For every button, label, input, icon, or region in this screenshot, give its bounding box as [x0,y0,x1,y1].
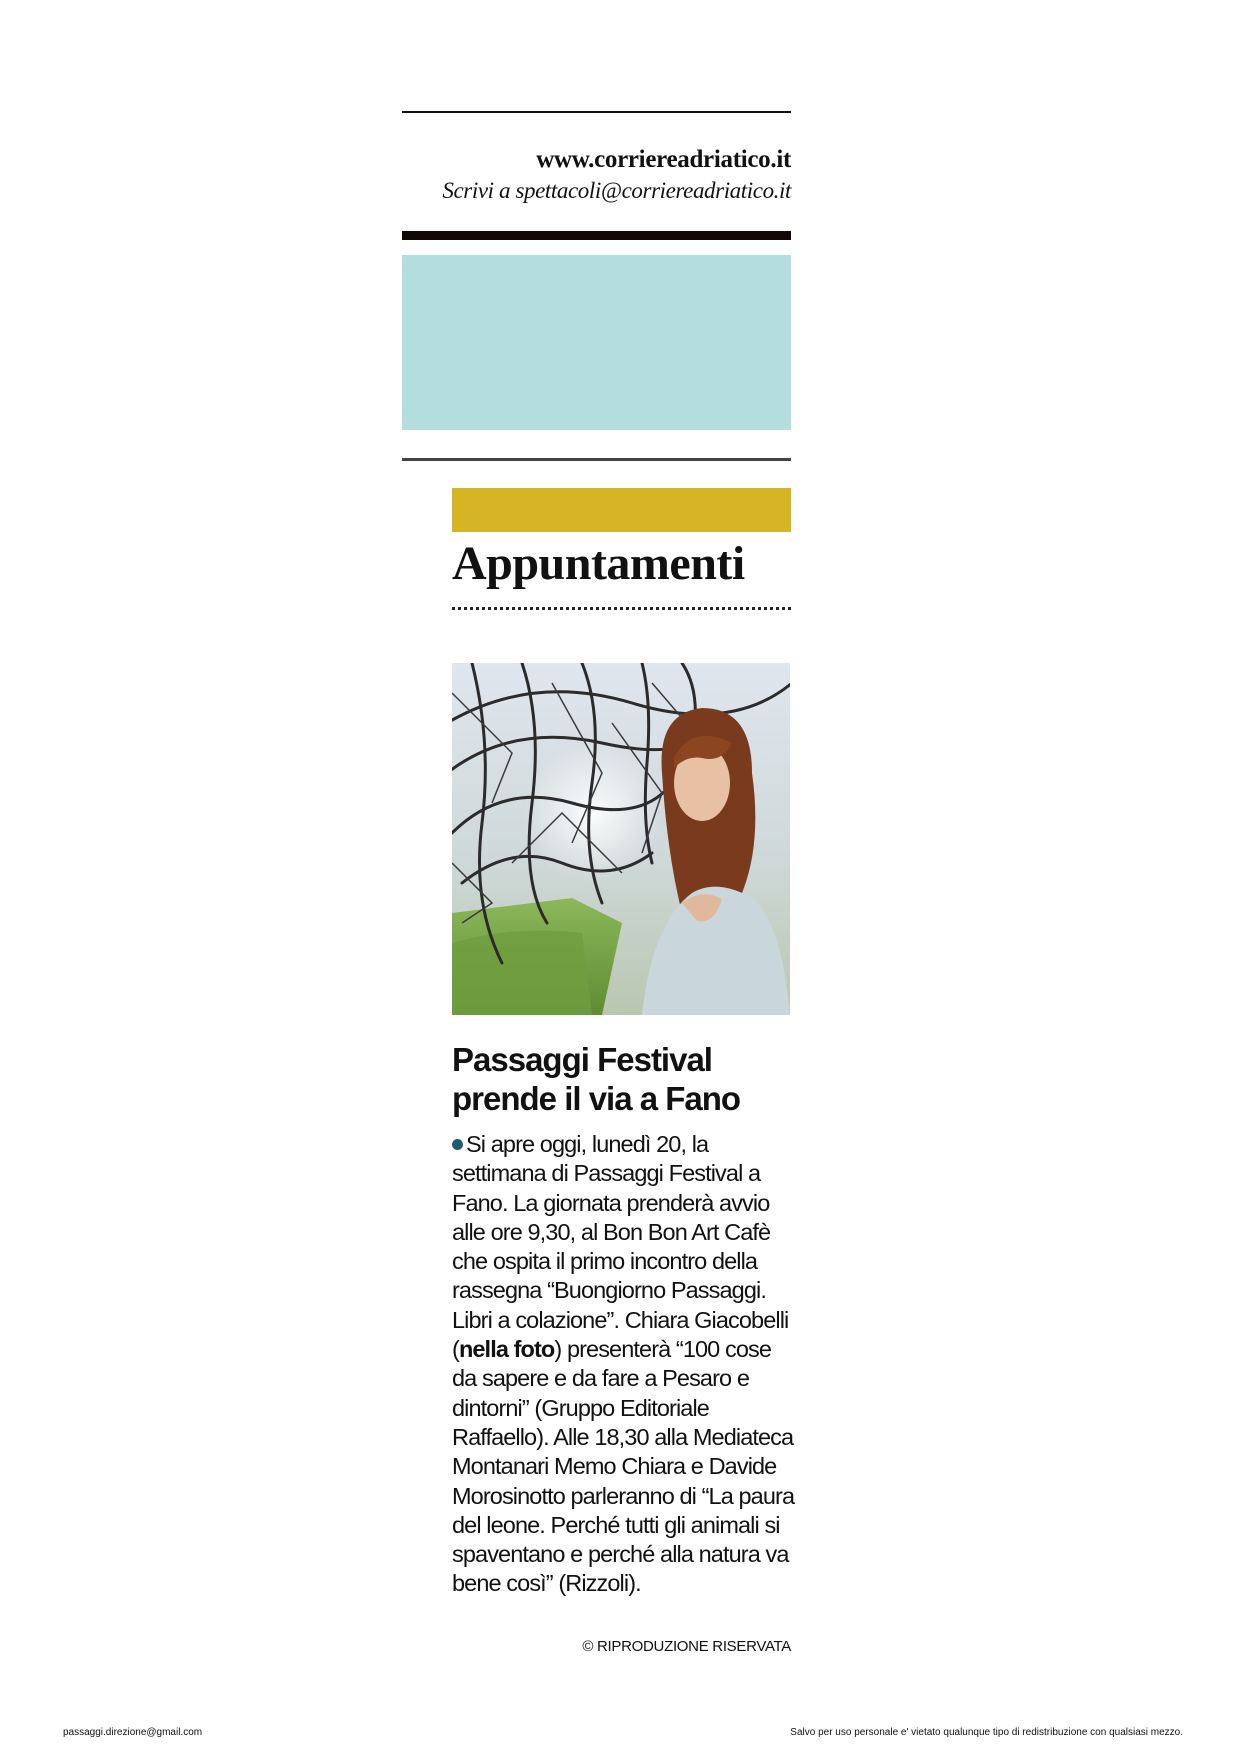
bullet-icon [452,1139,463,1150]
body-text-bold: nella foto [458,1336,555,1363]
headline-line-1: Passaggi Festival [452,1041,712,1078]
article-headline [452,1040,792,1118]
headline-line-2: prende il via a Fano [452,1080,741,1117]
body-text-end: ) presenterà “100 cose da sapere e da fare a Pesaro e dintorni” (Gruppo Editoriale Raffaello). Alle 18,30 alla Mediateca Montanari Memo Chiara e Davide Morosinotto parleranno di “La paura del leone. Perché tutti gli animali si spaventano e perché alla natura va bene così” (Rizzoli). [452,1336,795,1597]
section-title: Appuntamenti [452,537,745,590]
site-url: www.corriereadriatico.it [536,146,791,173]
article-body [452,1130,797,1599]
section-rule [402,458,791,461]
contact-email-line: Scrivi a spettacoli@corriereadriatico.it [442,178,791,203]
section-color-bar [452,488,791,532]
copyright-notice: © RIPRODUZIONE RISERVATA [582,1638,791,1655]
dotted-divider [452,607,791,610]
footer-disclaimer: Salvo per uso personale e' vietato qualunque tipo di redistribuzione con qualsiasi mezzo. [790,1727,1183,1738]
top-rule [402,111,791,113]
body-text-start: Si apre oggi, lunedì 20, la settimana di Passaggi Festival a Fano. La giornata prenderà avvio alle ore 9,30, al Bon Bon Art Cafè che ospita il primo incontro della rassegna “Buongiorno Passaggi. Libri a colazione”. Chiara Giacobelli ( [452,1131,789,1363]
thick-rule [402,231,791,240]
article-photo [452,663,790,1015]
teal-color-block [402,255,791,430]
footer-email: passaggi.direzione@gmail.com [63,1727,203,1738]
